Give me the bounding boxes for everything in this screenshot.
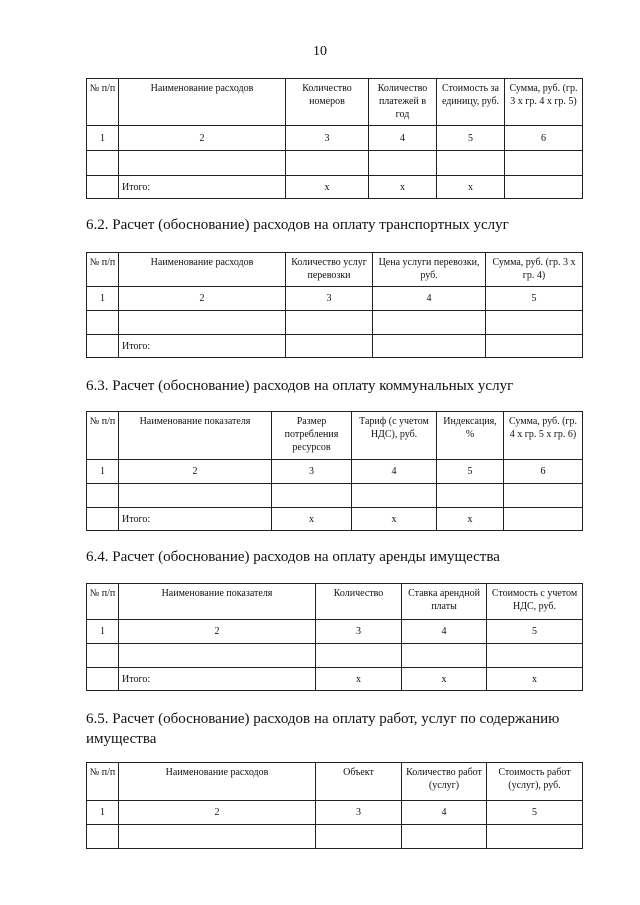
section-heading-transport: 6.2. Расчет (обоснование) расходов на оплату транспортных услуг: [86, 217, 509, 233]
empty-cell: [119, 311, 286, 335]
empty-cell: [437, 151, 505, 176]
column-number: 2: [119, 460, 272, 484]
header-cell: Наименование показателя: [119, 412, 272, 460]
column-number: 2: [119, 126, 286, 151]
empty-cell: [286, 335, 373, 358]
column-number-row: [87, 620, 583, 644]
header-cell: № п/п: [87, 412, 119, 460]
header-cell: Объект: [316, 763, 402, 801]
column-number: 1: [87, 287, 119, 311]
column-number-row: [87, 460, 583, 484]
header-cell: № п/п: [87, 584, 119, 620]
total-row: [87, 176, 583, 199]
empty-cell: [437, 484, 504, 508]
total-label: Итого:: [119, 335, 286, 358]
empty-cell: [402, 825, 487, 849]
column-number: 3: [272, 460, 352, 484]
empty-cell: [402, 644, 487, 668]
empty-cell: [87, 668, 119, 691]
table-header-row: [87, 412, 583, 460]
total-mark: х: [487, 668, 583, 691]
total-row: [87, 668, 583, 691]
column-number: 1: [87, 801, 119, 825]
total-mark: х: [369, 176, 437, 199]
empty-cell: [316, 825, 402, 849]
empty-cell: [286, 151, 369, 176]
table-row: [87, 151, 583, 176]
total-mark: х: [272, 508, 352, 531]
column-number: 4: [373, 287, 486, 311]
column-number: 1: [87, 620, 119, 644]
total-mark: х: [402, 668, 487, 691]
empty-cell: [504, 484, 583, 508]
empty-cell: [87, 644, 119, 668]
header-cell: Размер потребления ресурсов: [272, 412, 352, 460]
column-number-row: [87, 126, 583, 151]
empty-cell: [119, 151, 286, 176]
empty-cell: [505, 151, 583, 176]
header-cell: Стоимость с учетом НДС, руб.: [487, 584, 583, 620]
empty-cell: [373, 311, 486, 335]
header-cell: Цена услуги перевозки, руб.: [373, 253, 486, 287]
total-mark: х: [437, 508, 504, 531]
column-number: 4: [402, 620, 487, 644]
column-number: 5: [437, 126, 505, 151]
table-utilities: [86, 411, 583, 531]
section-heading-maintenance: 6.5. Расчет (обоснование) расходов на оплату работ, услуг по содержанию имущества: [86, 711, 560, 747]
table-services-count: [86, 78, 583, 199]
header-cell: Стоимость работ (услуг), руб.: [487, 763, 583, 801]
table-row: [87, 644, 583, 668]
empty-cell: [369, 151, 437, 176]
column-number: 4: [352, 460, 437, 484]
header-cell: Количество платежей в год: [369, 79, 437, 126]
header-cell: Наименование расходов: [119, 253, 286, 287]
column-number: 1: [87, 460, 119, 484]
column-number: 6: [505, 126, 583, 151]
header-cell: Сумма, руб. (гр. 4 х гр. 5 х гр. 6): [504, 412, 583, 460]
header-cell: Количество номеров: [286, 79, 369, 126]
column-number: 5: [437, 460, 504, 484]
column-number: 5: [486, 287, 583, 311]
empty-cell: [486, 335, 583, 358]
table-row: [87, 484, 583, 508]
column-number: 3: [286, 287, 373, 311]
column-number: 5: [487, 801, 583, 825]
page-number: 10: [313, 44, 327, 59]
header-cell: Стоимость за единицу, руб.: [437, 79, 505, 126]
column-number: 6: [504, 460, 583, 484]
header-cell: Тариф (с учетом НДС), руб.: [352, 412, 437, 460]
total-label: Итого:: [119, 508, 272, 531]
section-heading-utilities: 6.3. Расчет (обоснование) расходов на оплату коммунальных услуг: [86, 378, 514, 394]
empty-cell: [87, 151, 119, 176]
section-heading-rent: 6.4. Расчет (обоснование) расходов на оплату аренды имущества: [86, 549, 500, 565]
total-mark: х: [316, 668, 402, 691]
empty-cell: [119, 825, 316, 849]
header-cell: Ставка арендной платы: [402, 584, 487, 620]
table-row: [87, 825, 583, 849]
table-row: [87, 311, 583, 335]
column-number: 3: [316, 801, 402, 825]
empty-cell: [87, 176, 119, 199]
empty-cell: [87, 311, 119, 335]
empty-cell: [119, 484, 272, 508]
header-cell: Сумма, руб. (гр. 3 х гр. 4 х гр. 5): [505, 79, 583, 126]
empty-cell: [119, 644, 316, 668]
total-row: [87, 508, 583, 531]
column-number: 2: [119, 287, 286, 311]
empty-cell: [486, 311, 583, 335]
empty-cell: [373, 335, 486, 358]
column-number: 3: [286, 126, 369, 151]
column-number: 1: [87, 126, 119, 151]
empty-cell: [272, 484, 352, 508]
column-number: 4: [402, 801, 487, 825]
empty-cell: [352, 484, 437, 508]
total-mark: х: [286, 176, 369, 199]
column-number: 2: [119, 801, 316, 825]
empty-cell: [316, 644, 402, 668]
total-mark: х: [437, 176, 505, 199]
header-cell: № п/п: [87, 763, 119, 801]
empty-cell: [87, 484, 119, 508]
header-cell: Количество услуг перевозки: [286, 253, 373, 287]
table-header-row: [87, 763, 583, 801]
header-cell: Наименование показателя: [119, 584, 316, 620]
empty-cell: [504, 508, 583, 531]
column-number: 3: [316, 620, 402, 644]
table-transport: [86, 252, 583, 358]
table-header-row: [87, 584, 583, 620]
empty-cell: [87, 335, 119, 358]
column-number: 2: [119, 620, 316, 644]
header-cell: № п/п: [87, 253, 119, 287]
header-cell: Наименование расходов: [119, 79, 286, 126]
table-rent: [86, 583, 583, 691]
table-header-row: [87, 253, 583, 287]
total-label: Итого:: [119, 668, 316, 691]
empty-cell: [87, 825, 119, 849]
header-cell: Сумма, руб. (гр. 3 х гр. 4): [486, 253, 583, 287]
table-maintenance: [86, 762, 583, 849]
empty-cell: [487, 644, 583, 668]
total-mark: х: [352, 508, 437, 531]
header-cell: Индексация, %: [437, 412, 504, 460]
total-row: [87, 335, 583, 358]
column-number-row: [87, 801, 583, 825]
empty-cell: [87, 508, 119, 531]
header-cell: № п/п: [87, 79, 119, 126]
column-number: 5: [487, 620, 583, 644]
empty-cell: [286, 311, 373, 335]
column-number-row: [87, 287, 583, 311]
header-cell: Наименование расходов: [119, 763, 316, 801]
column-number: 4: [369, 126, 437, 151]
table-header-row: [87, 79, 583, 126]
total-label: Итого:: [119, 176, 286, 199]
header-cell: Количество работ (услуг): [402, 763, 487, 801]
empty-cell: [487, 825, 583, 849]
empty-cell: [505, 176, 583, 199]
header-cell: Количество: [316, 584, 402, 620]
